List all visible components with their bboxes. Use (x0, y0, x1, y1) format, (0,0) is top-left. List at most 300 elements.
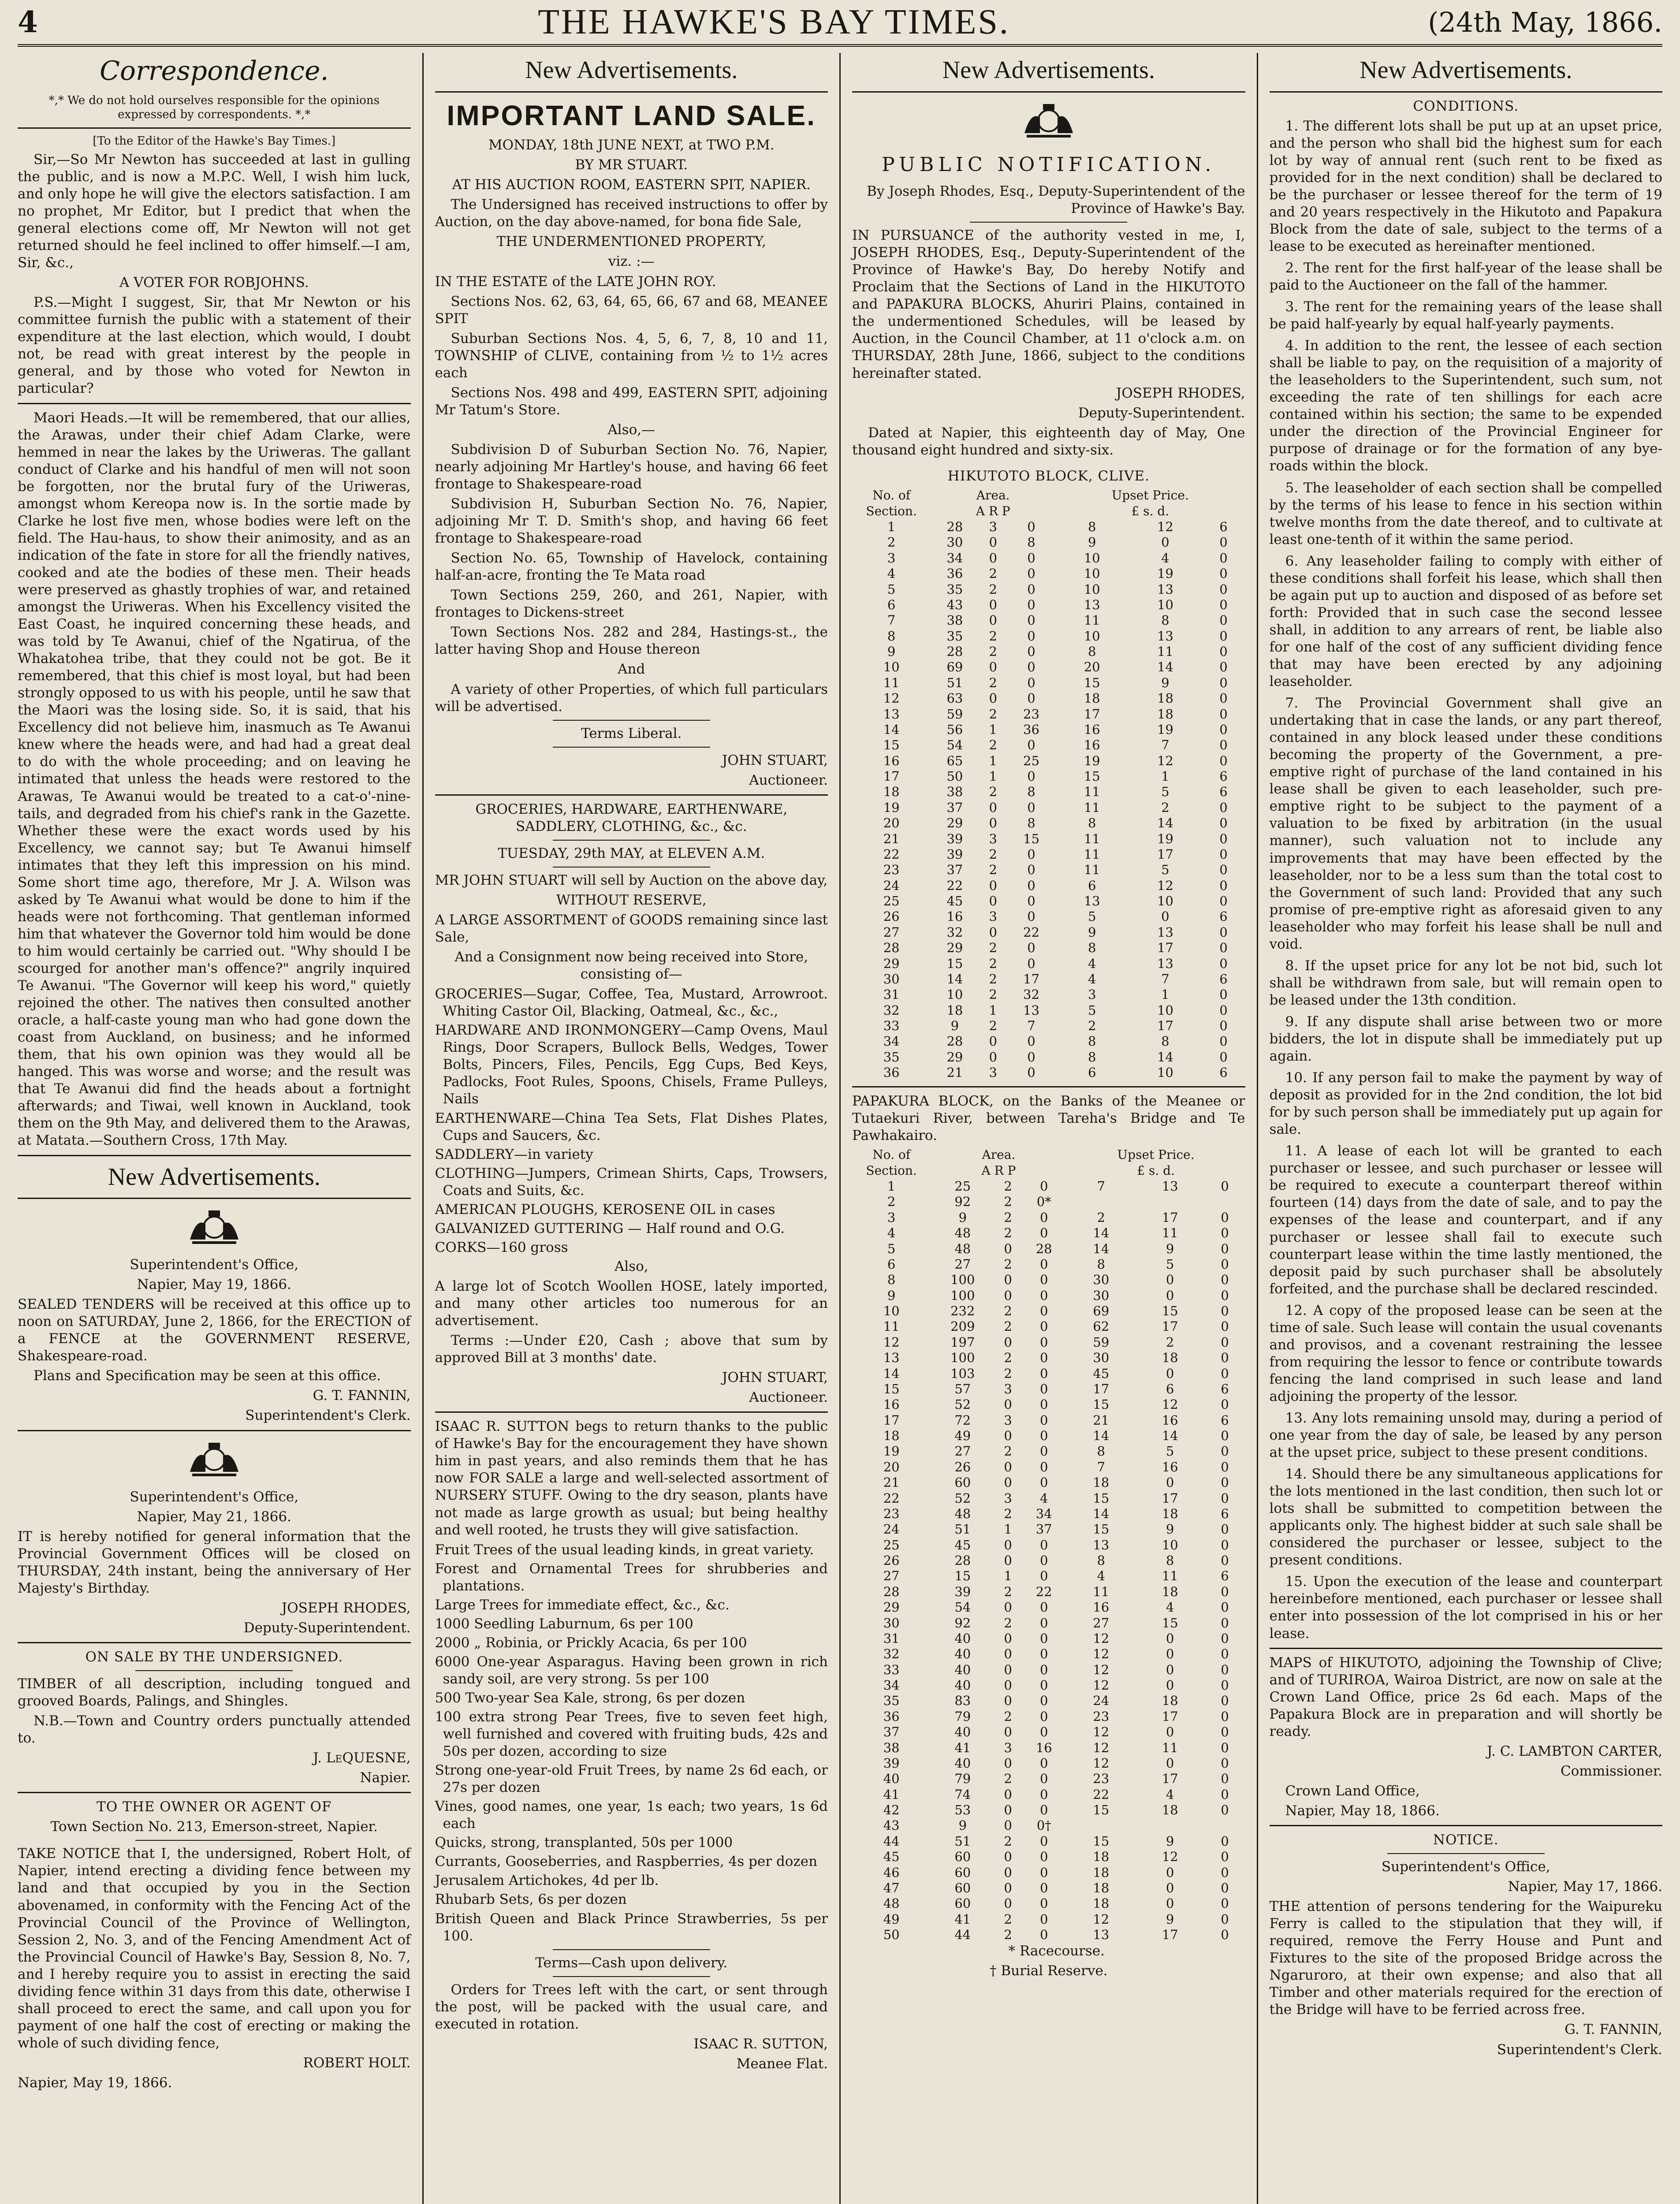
area-cell: 49 (954, 1428, 971, 1444)
area-cell: 52 (954, 1397, 971, 1412)
area-cell: 100 (950, 1350, 975, 1366)
land-sale-heading: IMPORTANT LAND SALE. (447, 99, 816, 131)
table-row (852, 1802, 1245, 1818)
area-cell: 2 (1004, 1444, 1012, 1459)
land-sale-town-a: Town Sections 259, 260, and 261, Napier, with frontages to Dickens-street (435, 587, 828, 621)
price-cell: 0 (1221, 1678, 1229, 1693)
price-cell: 6 (1219, 909, 1228, 924)
owner-heading: TO THE OWNER OR AGENT OF (97, 1799, 332, 1815)
table-row (852, 1927, 1245, 1943)
divider (18, 1642, 411, 1643)
land-sale-property: THE UNDERMENTIONED PROPERTY, (496, 234, 766, 250)
land-sale-signer-title: Auctioneer. (749, 772, 828, 788)
area-cell: 0 (1039, 1787, 1048, 1802)
area-cell: 56 (946, 722, 963, 737)
table-row (852, 691, 1245, 706)
correspondence-heading: Correspondence. (99, 56, 329, 86)
table-row (852, 613, 1245, 628)
price-cell: 5 (1161, 862, 1170, 878)
price-cell: 7 (1161, 737, 1170, 753)
price-cell: 5 (1161, 784, 1170, 800)
area-cell: 35 (946, 581, 963, 597)
area-cell: 0 (1039, 1553, 1048, 1568)
price-cell: 12 (1093, 1662, 1110, 1677)
price-cell: 0 (1166, 1880, 1174, 1895)
table-row (852, 1179, 1245, 1194)
price-cell (1067, 1818, 1136, 1833)
price-cell: 6 (1088, 1065, 1096, 1080)
section-number-cell: 31 (883, 1631, 900, 1646)
price-cell: 0 (1221, 1631, 1229, 1646)
divider (18, 1198, 411, 1199)
new-advertisements-heading: New Advertisements. (525, 56, 738, 84)
table-row (852, 878, 1245, 894)
area-cell: 2 (1004, 1256, 1012, 1272)
area-cell: 0 (989, 597, 997, 612)
price-cell: 8 (1161, 1034, 1170, 1049)
col-header-area: Area. (982, 1147, 1016, 1162)
col-header-section: Section. (866, 1163, 917, 1178)
table-row (852, 659, 1245, 675)
table-row (852, 1428, 1245, 1444)
area-cell: 0 (989, 613, 997, 628)
price-cell: 0 (1219, 878, 1228, 893)
price-cell: 17 (1093, 1381, 1110, 1396)
price-cell: 6 (1219, 1065, 1228, 1080)
price-cell: 0 (1219, 894, 1228, 909)
area-cell: 2 (989, 846, 997, 862)
area-cell: 41 (954, 1911, 971, 1927)
price-cell: 6 (1219, 519, 1228, 535)
column-2 (422, 53, 840, 2204)
price-cell: 12 (1162, 1397, 1178, 1412)
letter-body: Sir,—So Mr Newton has succeeded at last in gulling the public, and is now a M.P.C. Well, I wish him luck, and only hope he will give the electors satisfaction. I am no prophet, Mr Editor, but I predict that when the general elections come off, Mr Newton will not get returned should he feel inclined to offer himself.—I am, Sir, &c., (18, 151, 411, 271)
price-cell: 11 (1084, 784, 1100, 800)
land-sale-variety: A variety of other Properties, of which full particulars will be advertised. (435, 681, 828, 715)
area-cell: 2 (1004, 1303, 1012, 1319)
section-number-cell: 28 (883, 940, 900, 956)
list-item: 100 extra strong Pear Trees, five to seven feet high, well furnished and covered with fruiting buds, 42s and 50s per dozen, according to size (435, 1709, 828, 1760)
maori-heads-article: Maori Heads.—It will be remembered, that our allies, the Arawas, under their chief Adam Clarke, were hemmed in near the lakes by the Uriweras. The gallant conduct of Clarke and his handful of men will not soon be forgotten, nor the brutal fury of the Uriweras, amongst whom Kereopa now is. In the sortie made by Clarke he lost five men, whose bodies were left on the field. The Hau-haus, to show their animosity, and as an indication of the fate in store for all the friendly natives, cooked and ate the bodies of these men. Their heads were preserved as ghastly trophies of war, and retained amongst the Uriweras. When his Excellency visited the East Coast, he inquired concerning these heads, and was told by Te Awanui, chief of the Ngatirua, of the Whakatohea tribe, that they could not be got. Be it remembered, that this chief is most loyal, but had been strongly opposed to us with his people, until he saw that the Maori was the losing side. So, it is said, that his Excellency did not believe him, inasmuch as Te Awanui knew where the heads were, and had had a great deal to do with the whole proceeding; and on leaving he intimated that unless the heads were restored to the Arawas, Te Awanui would be treated to a cat-o'-nine-tails, and degraded from his chief's rank in the Gazette. Whether these were the exact words used by his Excellency, we cannot say; but Te Awanui himself intimates that they left this impression on his mind. Some short time ago, therefore, Mr J. A. Wilson was asked by Te Awanui what would be done to him if the heads were not forthcoming. That gentleman informed him that whatever the Governor told him would be done to him would certainly be carried out. "Why should I be scourged for another man's offence?" angrily inquired Te Awanui. "The Governor will keep his word," quietly rejoined the other. The natives then consulted another oracle, a half-caste young man who had gone down the coast from Auckland, on business; and he informed them, that his own opinion was they would all be hanged. This was worse and worse; and the result was that Te Awanui did find the heads about a fortnight afterwards; and Tiwai, well known in Auckland, took them on the 9th May, and delivered them to the Arawas, at Matata.—Southern Cross, 17th May. (18, 410, 411, 1149)
price-cell: 0 (1221, 1927, 1229, 1943)
price-cell: 17 (1162, 1927, 1178, 1943)
owner-date: Napier, May 19, 1866. (18, 2074, 172, 2091)
section-number-cell: 10 (883, 659, 900, 675)
area-cell: 0 (1004, 1334, 1012, 1350)
area-cell: 0 (1027, 550, 1036, 566)
area-cell: 0 (1039, 1303, 1048, 1319)
price-cell: 12 (1093, 1740, 1110, 1755)
table-row (852, 1225, 1245, 1241)
area-cell: 38 (946, 784, 963, 800)
price-cell: 6 (1219, 784, 1228, 800)
price-cell: 0 (1219, 675, 1228, 690)
table-row (852, 737, 1245, 753)
price-cell: 18 (1162, 1584, 1178, 1599)
price-cell: 9 (1166, 1833, 1174, 1849)
price-cell: 8 (1088, 519, 1096, 535)
section-number-cell: 20 (883, 1459, 900, 1474)
section-number-cell: 37 (883, 1724, 900, 1740)
area-cell: 0 (1027, 566, 1036, 581)
area-cell: 2 (1004, 1225, 1012, 1241)
area-cell: 92 (954, 1615, 971, 1631)
price-cell: 0 (1221, 1475, 1229, 1490)
area-cell: 0 (1004, 1896, 1012, 1911)
groceries-also: Also, (614, 1258, 648, 1274)
condition-item: 4. In addition to the rent, the lessee of each section shall be liable to pay, on the requisition of a majority of the leaseholders to the Superintendent, such sum, not exceeding the rate of ten shillings for each acre contained within his section; the same to be expended under the direction of the Provincial Engineer for purpose of drainage or for the formation of any bye-roads within the block. (1269, 338, 1662, 474)
divider (553, 1976, 710, 1977)
price-cell: 0 (1221, 1911, 1229, 1927)
price-cell: 30 (1093, 1272, 1110, 1288)
notice-office: Superintendent's Office, (1381, 1859, 1550, 1875)
area-cell: 1 (989, 1002, 997, 1018)
section-number-cell: 49 (883, 1911, 900, 1927)
holiday-office: Superintendent's Office, (130, 1489, 299, 1505)
divider (135, 1840, 293, 1841)
area-cell: 17 (1023, 971, 1039, 987)
section-number-cell: 30 (883, 1615, 900, 1631)
condition-item: 14. Should there be any simultaneous applications for the lots mentioned in the last condition, then such lot or lots shall be submitted to competition between the applicants only. The highest bidder at such sale shall be considered the purchaser or lessee, subject to the present conditions. (1269, 1466, 1662, 1568)
area-cell: 2 (989, 971, 997, 987)
area-cell: 43 (946, 597, 963, 612)
price-cell: 19 (1157, 722, 1173, 737)
col-header-section: Section. (866, 503, 917, 518)
section-number-cell: 8 (887, 628, 896, 644)
price-cell: 8 (1161, 613, 1170, 628)
price-cell: 12 (1093, 1646, 1110, 1662)
price-cell: 0 (1219, 753, 1228, 768)
area-cell: 2 (989, 644, 997, 659)
area-cell: 13 (1023, 1002, 1039, 1018)
price-cell: 0 (1221, 1537, 1229, 1552)
table-row (852, 815, 1245, 831)
price-cell: 18 (1093, 1849, 1110, 1865)
price-cell: 12 (1157, 753, 1173, 768)
area-cell: 1 (989, 769, 997, 784)
area-cell: 0 (1004, 1459, 1012, 1474)
price-cell: 7 (1097, 1179, 1105, 1194)
notification-dated: Dated at Napier, this eighteenth day of May, One thousand eight hundred and sixty-six. (852, 424, 1245, 458)
area-cell: 50 (946, 769, 963, 784)
section-number-cell: 2 (887, 1194, 896, 1210)
area-cell: 37 (946, 862, 963, 878)
tender-date: Napier, May 19, 1866. (137, 1277, 291, 1293)
area-cell: 0 (1027, 581, 1036, 597)
price-cell: 11 (1084, 800, 1100, 815)
condition-item: 15. Upon the execution of the lease and counterpart hereinbefore mentioned, each purchaser or lessee shall enter into possession of the lot comprised in his or her lease. (1269, 1574, 1662, 1642)
table-row (852, 909, 1245, 924)
price-cell: 0 (1166, 1272, 1174, 1288)
area-cell: 0 (1039, 1911, 1048, 1927)
divider (1270, 91, 1663, 93)
land-sale-town-b: Town Sections Nos. 282 and 284, Hastings-st., the latter having Shop and House thereon (435, 624, 828, 658)
divider (135, 1670, 293, 1671)
price-cell: 0 (1221, 1319, 1229, 1334)
price-cell: 0 (1219, 597, 1228, 612)
table-row (852, 972, 1245, 987)
price-cell: 12 (1157, 519, 1173, 535)
owner-subheading: Town Section No. 213, Emerson-street, Napier. (50, 1819, 378, 1835)
price-cell: 0 (1219, 706, 1228, 722)
price-cell: 13 (1093, 1927, 1110, 1943)
area-cell: 40 (954, 1678, 971, 1693)
area-cell: 197 (950, 1334, 975, 1350)
section-number-cell: 31 (883, 987, 900, 1002)
section-number-cell: 29 (883, 1600, 900, 1615)
table-row (852, 753, 1245, 769)
on-sale-signer: J. LeQUESNE, (313, 1750, 411, 1766)
price-cell: 6 (1219, 769, 1228, 784)
list-item: Vines, good names, one year, 1s each; two years, 1s 6d each (435, 1798, 828, 1832)
area-cell: 0 (1027, 846, 1036, 862)
area-cell: 40 (954, 1724, 971, 1740)
table-row (852, 925, 1245, 940)
list-item: CLOTHING—Jumpers, Crimean Shirts, Caps, Trowsers, Coats and Suits, &c. (435, 1165, 828, 1199)
price-cell (1204, 1818, 1245, 1833)
section-number-cell: 11 (883, 675, 900, 690)
conditions-list (1270, 118, 1663, 1642)
price-cell: 14 (1157, 659, 1173, 675)
section-number-cell: 36 (883, 1065, 900, 1080)
area-cell: 74 (954, 1787, 971, 1802)
price-cell: 15 (1084, 769, 1100, 784)
area-cell: 0 (1039, 1896, 1048, 1911)
groceries-signer: JOHN STUART, (722, 1370, 828, 1386)
table-row (852, 1709, 1245, 1724)
area-cell: 0 (1027, 613, 1036, 628)
area-cell: 0 (989, 894, 997, 909)
table-row (852, 535, 1245, 550)
col-header-no: No. of (872, 488, 911, 503)
area-cell: 2 (1004, 1350, 1012, 1366)
conditions-heading: CONDITIONS. (1413, 98, 1519, 114)
table-row (852, 769, 1245, 784)
price-cell: 0 (1221, 1787, 1229, 1802)
price-cell: 0 (1221, 1490, 1229, 1506)
table-row (852, 894, 1245, 909)
divider (18, 1430, 411, 1431)
groceries-hose: A large lot of Scotch Woollen HOSE, lately imported, and many other articles too numerous for an advertisement. (435, 1278, 828, 1329)
section-number-cell: 6 (887, 1256, 896, 1272)
table-row (852, 1366, 1245, 1381)
section-number-cell: 13 (883, 1350, 900, 1366)
price-cell: 12 (1093, 1678, 1110, 1693)
area-cell: 0 (1039, 1755, 1048, 1771)
table-row (852, 1880, 1245, 1896)
list-item: Jerusalem Artichokes, 4d per lb. (435, 1873, 659, 1889)
area-cell: 22 (1036, 1584, 1052, 1599)
price-cell: 4 (1097, 1568, 1105, 1584)
price-cell: 0 (1219, 800, 1228, 815)
section-number-cell: 44 (883, 1833, 900, 1849)
area-cell: 51 (954, 1522, 971, 1537)
area-cell: 14 (946, 971, 963, 987)
area-cell: 53 (954, 1802, 971, 1818)
price-cell: 11 (1157, 644, 1173, 659)
area-cell: 2 (989, 706, 997, 722)
section-number-cell: 6 (887, 597, 896, 612)
price-cell: 11 (1093, 1584, 1110, 1599)
price-cell: 16 (1162, 1412, 1178, 1428)
area-cell: 0 (1039, 1366, 1048, 1381)
table-row (852, 1568, 1245, 1584)
divider (18, 1155, 411, 1156)
condition-item: 9. If any dispute shall arise between two or more bidders, the lot in dispute shall be immediately put up again. (1269, 1013, 1662, 1065)
price-cell: 17 (1162, 1490, 1178, 1506)
condition-item: 10. If any person fail to make the payment by way of deposit as provided for in the 2nd condition, the lot bid for by such person shall be immediately put up again for sale. (1269, 1070, 1662, 1138)
land-sale-sub-h: Subdivision H, Suburban Section No. 76, Napier, adjoining Mr T. D. Smith's shop, and having 66 feet frontage to Shakespeare-road (435, 496, 828, 547)
area-cell: 40 (954, 1662, 971, 1677)
table-row (852, 1724, 1245, 1740)
price-cell: 18 (1162, 1506, 1178, 1521)
groceries-assortment: A LARGE ASSORTMENT of GOODS remaining since last Sale, (435, 912, 828, 946)
price-cell: 0 (1219, 1049, 1228, 1065)
section-number-cell: 15 (883, 1381, 900, 1396)
area-cell: 100 (950, 1272, 975, 1288)
area-cell: 0 (1039, 1662, 1048, 1677)
area-cell: 26 (954, 1459, 971, 1474)
notification-signer-title: Deputy-Superintendent. (1078, 405, 1245, 421)
price-cell: 8 (1088, 940, 1096, 956)
price-cell: 13 (1162, 1179, 1178, 1194)
divider (1270, 1825, 1663, 1826)
divider (18, 403, 411, 404)
list-item: 1000 Seedling Laburnum, 6s per 100 (435, 1616, 693, 1632)
newspaper-title: THE HAWKE'S BAY TIMES. (538, 2, 1010, 41)
condition-item: 1. The different lots shall be put up at an upset price, and the person who shall bid the highest sum for each lot by way of annual rent (such rent to be fixed as provided for in the next condition) shall be declared to be the purchaser or lessee thereof for the term of 19 and 20 years respectively in the Hikutoto and Papakura Block from the date of sale, subject to the terms of a lease to be executed as hereinafter mentioned. (1269, 118, 1662, 254)
area-cell: 25 (1023, 753, 1039, 768)
letter-postscript: P.S.—Might I suggest, Sir, that Mr Newton or his committee furnish the public with a statement of their expenditure at the last election, which would, I doubt not, be read with great interest by the people in general, and by those who voted for Newton in particular? (18, 294, 411, 397)
price-cell: 0 (1166, 1865, 1174, 1880)
area-cell: 3 (1004, 1740, 1012, 1755)
price-cell: 30 (1093, 1288, 1110, 1303)
section-number-cell: 35 (883, 1049, 900, 1065)
table-row (852, 1756, 1245, 1771)
table-row (852, 1693, 1245, 1709)
col-header-no: No. of (872, 1147, 911, 1162)
price-cell: 0 (1221, 1444, 1229, 1459)
condition-item: 12. A copy of the proposed lease can be seen at the time of sale. Such lease will contain the usual covenants and provisos, and a covenant restraining the lessee from requiring the lessor to fence or contribute towards fencing the land comprised in such lease and land adjoining the property of the lessor. (1269, 1302, 1662, 1404)
tender-office: Superintendent's Office, (130, 1257, 299, 1273)
area-cell: 0 (1039, 1334, 1048, 1350)
price-cell: 12 (1162, 1849, 1178, 1865)
section-number-cell: 39 (883, 1755, 900, 1771)
area-cell: 2 (1004, 1911, 1012, 1927)
price-cell: 62 (1093, 1319, 1110, 1334)
price-cell: 14 (1157, 815, 1173, 831)
table-row (852, 1771, 1245, 1787)
price-cell: 0 (1219, 722, 1228, 737)
section-number-cell: 48 (883, 1896, 900, 1911)
letter-header: [To the Editor of the Hawke's Bay Times.] (93, 134, 336, 148)
area-cell: 28 (1036, 1241, 1052, 1256)
area-cell: 48 (954, 1241, 971, 1256)
area-cell: 8 (1027, 784, 1036, 800)
table-row (852, 1257, 1245, 1272)
hikutoto-table (852, 488, 1245, 1081)
price-cell: 5 (1166, 1444, 1174, 1459)
section-number-cell: 8 (887, 1272, 896, 1288)
area-cell: 0 (1027, 800, 1036, 815)
owner-signer: ROBERT HOLT. (303, 2055, 411, 2071)
section-number-cell: 16 (883, 1397, 900, 1412)
land-sale-when: MONDAY, 18th JUNE NEXT, at TWO P.M. (488, 137, 775, 153)
section-number-cell: 27 (883, 924, 900, 940)
price-cell: 4 (1088, 956, 1096, 971)
area-cell: 0 (1004, 1662, 1012, 1677)
price-cell: 4 (1161, 550, 1170, 566)
area-cell: 0 (1027, 1034, 1036, 1049)
list-item: Rhubarb Sets, 6s per dozen (435, 1891, 627, 1908)
price-cell: 17 (1162, 1771, 1178, 1787)
land-sale-and: And (618, 661, 645, 678)
price-cell: 12 (1093, 1724, 1110, 1740)
price-cell: 18 (1157, 706, 1173, 722)
area-cell: 0 (1027, 909, 1036, 924)
holiday-date: Napier, May 21, 1866. (137, 1508, 291, 1525)
price-cell: 12 (1157, 878, 1173, 893)
price-cell: 8 (1097, 1553, 1105, 1568)
area-cell: 28 (946, 1034, 963, 1049)
area-cell: 0 (989, 659, 997, 675)
price-cell: 7 (1097, 1459, 1105, 1474)
price-cell: 11 (1162, 1225, 1178, 1241)
table-row (852, 1003, 1245, 1018)
section-number-cell: 21 (883, 1475, 900, 1490)
section-number-cell: 10 (883, 1303, 900, 1319)
area-cell: 0 (1027, 628, 1036, 644)
area-cell: 0 (1039, 1833, 1048, 1849)
area-cell: 0 (1004, 1755, 1012, 1771)
section-number-cell: 5 (887, 581, 896, 597)
hikutoto-rows (852, 519, 1245, 1081)
table-row (852, 1740, 1245, 1756)
section-number-cell: 27 (883, 1568, 900, 1584)
price-cell: 0 (1221, 1724, 1229, 1740)
groceries-signer-title: Auctioneer. (749, 1389, 828, 1406)
price-cell: 0 (1221, 1225, 1229, 1241)
list-item: SADDLERY—in variety (435, 1146, 593, 1162)
area-cell: 0 (1039, 1537, 1048, 1552)
section-number-cell: 36 (883, 1709, 900, 1724)
area-cell: 3 (989, 519, 997, 535)
section-number-cell: 42 (883, 1802, 900, 1818)
table-row (852, 784, 1245, 800)
area-cell: 1 (989, 753, 997, 768)
area-cell: 0 (1039, 1210, 1048, 1225)
price-cell: 16 (1084, 737, 1100, 753)
section-number-cell: 26 (883, 909, 900, 924)
area-cell: 37 (946, 800, 963, 815)
disclaimer: *,* We do not hold ourselves responsible for the opinions expressed by correspondents. *,* (48, 93, 380, 122)
price-cell: 9 (1088, 924, 1096, 940)
price-cell: 0 (1221, 1522, 1229, 1537)
price-cell: 0 (1221, 1600, 1229, 1615)
table-row (852, 987, 1245, 1002)
table-row (852, 1381, 1245, 1397)
price-cell: 19 (1084, 753, 1100, 768)
section-number-cell: 9 (887, 1288, 896, 1303)
price-cell: 0 (1219, 613, 1228, 628)
list-item: 6000 One-year Asparagus. Having been grown in rich sandy soil, are very strong. 5s per 100 (435, 1653, 828, 1687)
section-number-cell: 28 (883, 1584, 900, 1599)
area-cell: 2 (989, 628, 997, 644)
price-cell: 15 (1093, 1833, 1110, 1849)
price-cell: 13 (1084, 597, 1100, 612)
area-cell: 0 (1004, 1646, 1012, 1662)
section-number-cell: 22 (883, 846, 900, 862)
